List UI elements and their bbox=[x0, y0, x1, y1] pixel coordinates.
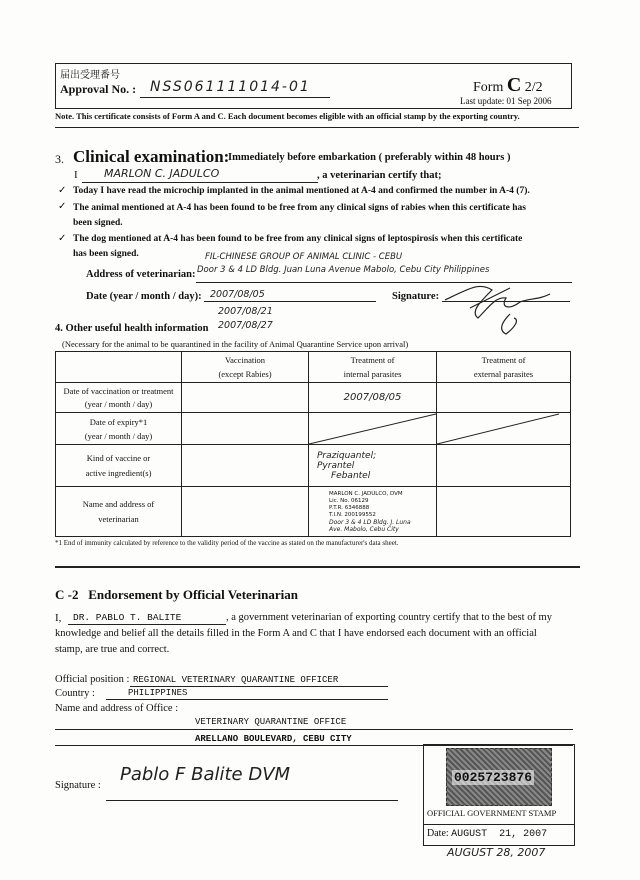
col-header-internal bbox=[309, 352, 437, 383]
vet-stamp-line-5: Door 3 & 4 LD Bldg. J. Luna bbox=[329, 518, 411, 526]
japanese-label: 届出受理番号 bbox=[60, 70, 120, 81]
col-header-vaccination-line2: (except Rabies) bbox=[218, 369, 272, 379]
vet-stamp-line-2: Lic. No. 06129 bbox=[329, 497, 369, 504]
check-mark-1: ✓ bbox=[58, 185, 67, 196]
col-header-external bbox=[437, 352, 571, 383]
date-value-1: 2007/08/05 bbox=[210, 289, 265, 300]
row-label-treatment-date-line2: (year / month / day) bbox=[84, 399, 153, 409]
rule-under-note bbox=[55, 127, 579, 128]
check-mark-2: ✓ bbox=[58, 201, 67, 212]
cell-vaccine-kind bbox=[182, 445, 309, 487]
col-header-external-line2: external parasites bbox=[473, 369, 534, 379]
cell-external-ingredient bbox=[437, 445, 571, 487]
office-line-1 bbox=[55, 729, 573, 730]
i-label: I bbox=[74, 169, 78, 181]
cell-internal-date bbox=[309, 383, 437, 413]
official-signature: Pablo F Balite DVM bbox=[120, 764, 291, 785]
signature-label-c2: Signature : bbox=[55, 780, 101, 791]
address-label: Address of veterinarian: bbox=[86, 269, 196, 280]
col-header-internal-line1: Treatment of bbox=[350, 355, 395, 365]
col-header-external-line1: Treatment of bbox=[481, 355, 526, 365]
stamp-date-label: Date: bbox=[427, 828, 449, 839]
row-label-ingredient-line1: Kind of vaccine or bbox=[86, 453, 151, 463]
table-footnote: *1 End of immunity calculated by reference to the validity period of the vaccine as stated on the manufacturer's data sheet. bbox=[55, 539, 399, 547]
strike-through-external bbox=[437, 413, 559, 445]
signature-line-c2 bbox=[106, 800, 398, 801]
cell-external-date bbox=[437, 383, 571, 413]
cell-vaccination-vet bbox=[182, 487, 309, 537]
form-page: 2/2 bbox=[524, 80, 543, 95]
stamp-date-value: AUGUST 21, 2007 bbox=[451, 829, 548, 840]
form-title bbox=[473, 74, 543, 97]
statement-1: Today I have read the microchip implanted in the animal mentioned at A-4 and confirmed the number in A-4 (7). bbox=[73, 186, 530, 196]
approval-value: NSS061111014-01 bbox=[150, 79, 311, 95]
ingredient-1: Praziquantel; bbox=[317, 450, 377, 461]
cell-external-vet bbox=[437, 487, 571, 537]
vet-name: MARLON C. JADULCO bbox=[104, 167, 220, 180]
row-label-ingredient-line2: active ingredient(s) bbox=[85, 468, 152, 478]
position-label: Official position : bbox=[55, 674, 130, 685]
cell-vaccination-date bbox=[182, 383, 309, 413]
certificate-note: Note. This certificate consists of Form A and C. Each document becomes eligible with an official stamp by the exporting country. bbox=[55, 111, 520, 121]
form-letter: C bbox=[506, 74, 522, 96]
row-label-treatment-date bbox=[56, 383, 182, 413]
corner-cell bbox=[56, 352, 182, 383]
country-line bbox=[106, 699, 388, 700]
certify-text: , a veterinarian certify that; bbox=[317, 170, 442, 181]
country-label: Country : bbox=[55, 688, 95, 699]
row-label-treatment-date-line1: Date of vaccination or treatment bbox=[63, 386, 174, 396]
c2-intro-1: , a government veterinarian of exporting country certify that to the best of my bbox=[226, 612, 552, 623]
vet-stamp-line-4: T.I.N. 200199552 bbox=[329, 511, 376, 518]
section4-title: 4. Other useful health information bbox=[55, 323, 209, 334]
col-header-vaccination-line1: Vaccination bbox=[224, 355, 266, 365]
stamp-caption: OFFICIAL GOVERNMENT STAMP bbox=[427, 808, 557, 818]
cell-external-expiry bbox=[437, 413, 571, 445]
strike-through-internal bbox=[309, 413, 436, 445]
office-value-1: VETERINARY QUARANTINE OFFICE bbox=[195, 717, 347, 727]
row-label-vet-line1: Name and address of bbox=[82, 499, 155, 509]
official-vet-line bbox=[68, 624, 226, 625]
section3-number: 3. bbox=[55, 152, 64, 166]
last-update: Last update: 01 Sep 2006 bbox=[460, 96, 552, 106]
approval-line bbox=[140, 97, 330, 98]
cell-internal-vet bbox=[309, 487, 437, 537]
treatment-date-value: 2007/08/05 bbox=[343, 392, 402, 403]
vet-stamp-line-1: MARLON C. JADULCO, DVM bbox=[329, 490, 403, 497]
vet-signature bbox=[440, 278, 570, 340]
c2-intro-i: I, bbox=[55, 612, 62, 624]
official-vet-name: DR. PABLO T. BALITE bbox=[73, 612, 182, 623]
handwritten-date: AUGUST 28, 2007 bbox=[447, 846, 546, 859]
vet-stamp-line-6: Ave. Mabolo, Cebu City bbox=[329, 525, 399, 533]
section3-title: Clinical examination: bbox=[73, 147, 230, 166]
row-label-ingredient bbox=[56, 445, 182, 487]
row-label-expiry bbox=[56, 413, 182, 445]
row-label-expiry-line1: Date of expiry*1 bbox=[89, 416, 148, 427]
cell-internal-ingredient bbox=[309, 445, 437, 487]
health-info-table bbox=[55, 351, 571, 537]
position-line bbox=[130, 686, 388, 687]
form-word: Form bbox=[473, 80, 504, 95]
signature-label-3: Signature: bbox=[392, 291, 440, 302]
col-header-vaccination bbox=[182, 352, 309, 383]
ingredient-2: Pyrantel bbox=[317, 460, 355, 471]
cell-vaccination-expiry bbox=[182, 413, 309, 445]
clinic-name: FIL-CHINESE GROUP OF ANIMAL CLINIC - CEBU bbox=[205, 252, 403, 262]
col-header-internal-line2: internal parasites bbox=[343, 369, 402, 379]
cell-internal-expiry bbox=[309, 413, 437, 445]
c2-title: C -2 Endorsement by Official Veterinarian bbox=[55, 587, 299, 602]
c2-intro-3: stamp, are true and correct. bbox=[55, 644, 170, 655]
country-value: PHILIPPINES bbox=[128, 688, 188, 698]
date-value-2: 2007/08/21 bbox=[218, 306, 273, 317]
vet-stamp-line-3: P.T.R. 6346888 bbox=[329, 504, 370, 511]
date-value-3: 2007/08/27 bbox=[218, 320, 273, 331]
position-value: REGIONAL VETERINARY QUARANTINE OFFICER bbox=[133, 675, 339, 685]
office-value-2: ARELLANO BOULEVARD, CEBU CITY bbox=[195, 734, 352, 744]
row-label-expiry-line2: (year / month / day) bbox=[84, 430, 153, 441]
approval-label: Approval No. : bbox=[60, 82, 137, 96]
statement-2: The animal mentioned at A-4 has been found to be free from any clinical signs of rabies when this certificate has bbox=[73, 203, 526, 213]
statement-3: The dog mentioned at A-4 has been found to be free from any clinical signs of leptospirosis when this certificate bbox=[73, 234, 523, 244]
section-divider bbox=[55, 566, 580, 568]
vet-name-line bbox=[82, 182, 318, 183]
stamp-date bbox=[427, 828, 547, 840]
row-label-vet-line2: veterinarian bbox=[98, 514, 139, 524]
statement-3-cont: has been signed. bbox=[73, 249, 139, 259]
date-label: Date (year / month / day): bbox=[86, 291, 202, 302]
section3-subtitle: Immediately before embarkation ( preferably within 48 hours ) bbox=[228, 152, 511, 163]
date-line bbox=[204, 301, 376, 302]
address-value: Door 3 & 4 LD Bldg. Juan Luna Avenue Mabolo, Cebu City Philippines bbox=[197, 265, 490, 275]
c2-intro-2: knowledge and belief all the details filled in the Form A and C that I have endorsed each document with an official bbox=[55, 628, 537, 639]
statement-2-cont: been signed. bbox=[73, 218, 123, 228]
ingredient-3: Febantel bbox=[331, 470, 371, 481]
office-label: Name and address of Office : bbox=[55, 703, 179, 714]
section4-subtitle: (Necessary for the animal to be quarantined in the facility of Animal Quarantine Service upon arrival) bbox=[62, 339, 409, 349]
check-mark-3: ✓ bbox=[58, 233, 67, 244]
row-label-vet bbox=[56, 487, 182, 537]
stamp-number: 0025723876 bbox=[454, 770, 533, 785]
